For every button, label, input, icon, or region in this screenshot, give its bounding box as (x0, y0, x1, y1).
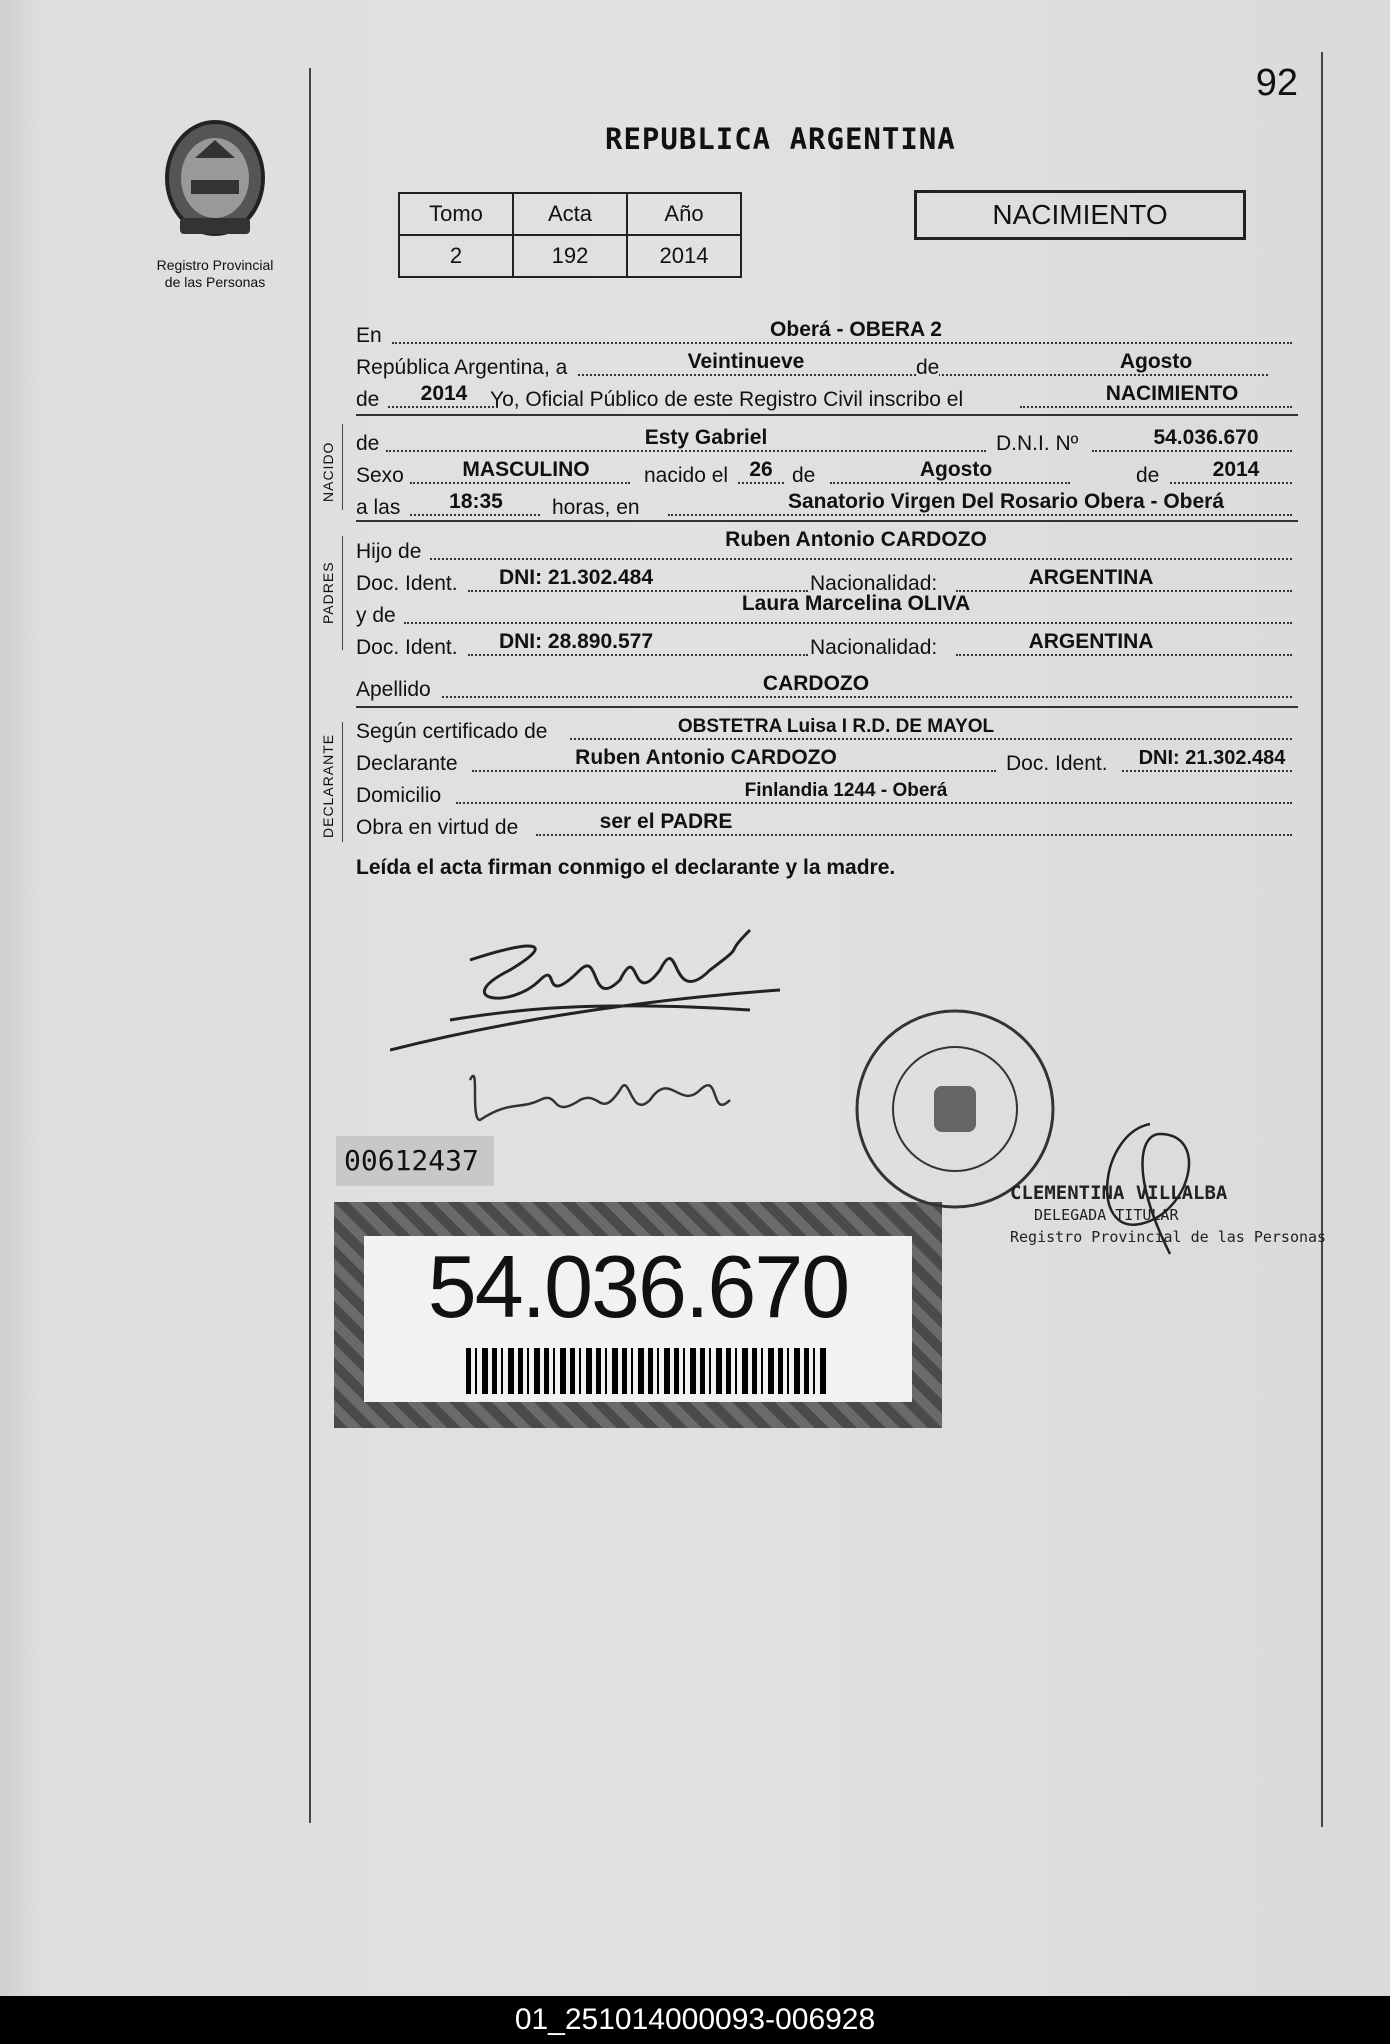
rep-de-label: de (916, 356, 940, 379)
dots (536, 834, 1292, 836)
misiones-seal-icon (155, 118, 275, 248)
acta-value: 192 (513, 235, 627, 277)
section-bracket (342, 536, 343, 650)
dots (830, 482, 1070, 484)
sexo-label: Sexo (356, 464, 404, 487)
dots (956, 654, 1292, 656)
dots (388, 406, 498, 408)
dots (386, 450, 986, 452)
sexo-value: MASCULINO (462, 458, 590, 481)
mother-signature (450, 1030, 740, 1140)
sticker-number: 54.036.670 (427, 1237, 849, 1336)
line-sexo (356, 460, 1296, 490)
delegada-role: DELEGADA TITULAR (1034, 1206, 1179, 1224)
nacido-de-label: de (792, 464, 816, 487)
seal-label-line-1: Registro Provincial (156, 257, 274, 273)
delegada-block (1010, 1182, 1326, 1248)
en-label: En (356, 324, 382, 347)
line-doc2 (356, 632, 1296, 662)
line-domicilio (356, 780, 1296, 810)
rep-label: República Argentina, a (356, 356, 568, 379)
closing-statement: Leída el acta firman conmigo el declarante y la madre. (356, 856, 896, 879)
tomo-value: 2 (399, 235, 513, 277)
dots (1122, 770, 1292, 772)
dots (738, 482, 784, 484)
line-segun (356, 716, 1296, 746)
nac2-value: ARGENTINA (1028, 630, 1154, 653)
nacido-month: Agosto (919, 458, 993, 481)
nacido-de2-label: de (1136, 464, 1160, 487)
delegada-office: Registro Provincial de las Personas (1010, 1228, 1327, 1246)
record-type-box: NACIMIENTO (914, 190, 1246, 240)
segun-value: OBSTETRA Luisa I R.D. DE MAYOL (677, 716, 995, 737)
line-declarante (356, 748, 1296, 778)
delegada-name: CLEMENTINA VILLALBA (1010, 1182, 1228, 1204)
yo-value: NACIMIENTO (1105, 382, 1239, 405)
decl-doc-value: DNI: 21.302.484 (1138, 747, 1286, 769)
yo-label: Yo, Oficial Público de este Registro Civil inscribo el (490, 388, 964, 411)
lugar-value: Sanatorio Virgen Del Rosario Obera - Oberá (787, 490, 1225, 513)
nac-name-value: Esty Gabriel (644, 426, 768, 449)
dots (404, 622, 1292, 624)
doc1-value: DNI: 21.302.484 (498, 566, 654, 589)
section-label-declarante: DECLARANTE (320, 733, 336, 838)
line-nacido-name (356, 428, 1296, 458)
rep-value: Veintinueve (687, 350, 805, 373)
line-madre (356, 592, 1296, 630)
seal-label-line-2: de las Personas (164, 274, 266, 290)
apellido-label: Apellido (356, 678, 431, 701)
dni-value: 54.036.670 (1153, 426, 1259, 449)
domicilio-label: Domicilio (356, 784, 442, 807)
dots (442, 696, 1292, 698)
line-republica (356, 352, 1296, 382)
dots (410, 482, 630, 484)
section-divider (356, 520, 1298, 522)
ano-value: 2014 (627, 235, 741, 277)
line-apellido (356, 674, 1296, 704)
stamp-code: 00612437 (336, 1136, 494, 1186)
section-bracket (342, 424, 343, 510)
horas-label: horas, en (552, 496, 640, 519)
dots (1170, 482, 1292, 484)
segun-label: Según certificado de (356, 720, 548, 743)
dots (472, 770, 996, 772)
dots (570, 738, 1292, 740)
dots (1092, 450, 1292, 452)
yde-label: y de (356, 604, 396, 627)
nacido-label: nacido el (644, 464, 729, 487)
section-label-padres: PADRES (320, 561, 336, 624)
line-yo (356, 384, 1296, 414)
dots (1020, 406, 1292, 408)
de2-label: de (356, 388, 380, 411)
sticker-label (364, 1236, 912, 1402)
line-padre (356, 528, 1296, 566)
page-number: 92 (1255, 62, 1298, 104)
declarante-value: Ruben Antonio CARDOZO (575, 746, 837, 769)
left-margin-line (309, 68, 311, 1823)
document-title: REPUBLICA ARGENTINA (605, 122, 956, 156)
apellido-value: CARDOZO (762, 672, 870, 695)
section-divider (356, 414, 1298, 416)
line-hora (356, 492, 1296, 522)
rep-de-value: Agosto (1119, 350, 1193, 373)
provincial-seal (140, 118, 290, 291)
tomo-header: Tomo (399, 193, 513, 235)
doc2-label: Doc. Ident. (356, 636, 458, 659)
dots (392, 342, 1292, 344)
madre-name: Laura Marcelina OLIVA (741, 592, 971, 615)
dots (456, 802, 1292, 804)
dni-sticker (334, 1202, 942, 1428)
dots (468, 654, 808, 656)
year-value: 2014 (420, 382, 468, 405)
scan-footer: 01_251014000093-006928 (0, 1996, 1390, 2044)
padre-name: Ruben Antonio CARDOZO (725, 528, 987, 551)
dots (668, 514, 1292, 516)
registry-table (398, 192, 742, 278)
declarante-label: Declarante (356, 752, 458, 775)
section-divider (356, 706, 1298, 708)
nac1-value: ARGENTINA (1028, 566, 1154, 589)
barcode (466, 1348, 826, 1394)
nac-de-label: de (356, 432, 380, 455)
line-en (356, 320, 1296, 350)
dni-label: D.N.I. Nº (996, 432, 1079, 455)
hora-value: 18:35 (449, 490, 503, 513)
nac2-label: Nacionalidad: (810, 636, 938, 659)
dots (410, 514, 540, 516)
obra-label: Obra en virtud de (356, 816, 519, 839)
dots (430, 558, 1292, 560)
section-bracket (342, 722, 343, 842)
acta-header: Acta (513, 193, 627, 235)
alas-label: a las (356, 496, 401, 519)
right-margin-line (1321, 52, 1323, 1827)
line-obra (356, 812, 1296, 842)
doc2-value: DNI: 28.890.577 (498, 630, 654, 653)
doc1-label: Doc. Ident. (356, 572, 458, 595)
domicilio-value: Finlandia 1244 - Oberá (744, 780, 948, 801)
decl-doc-label: Doc. Ident. (1006, 752, 1108, 775)
en-value: Oberá - OBERA 2 (770, 318, 942, 341)
nacido-year: 2014 (1212, 458, 1260, 481)
nac1-label: Nacionalidad: (810, 572, 938, 595)
section-label-nacido: NACIDO (320, 441, 336, 502)
nacido-day: 26 (749, 458, 773, 481)
obra-value: ser el PADRE (599, 810, 733, 833)
ano-header: Año (627, 193, 741, 235)
hijo-label: Hijo de (356, 540, 422, 563)
